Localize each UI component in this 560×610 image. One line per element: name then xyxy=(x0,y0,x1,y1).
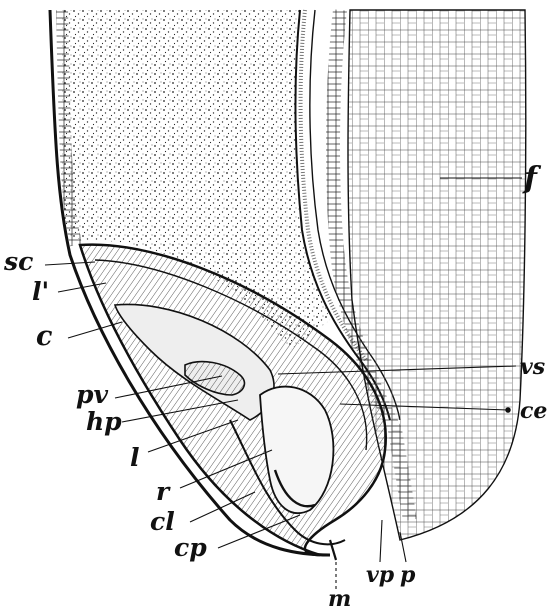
label-pv: pv xyxy=(76,380,109,409)
label-c: c xyxy=(36,321,53,352)
label-vp: vp xyxy=(366,562,395,588)
label-cp: cp xyxy=(174,533,207,562)
label-vs: vs xyxy=(520,354,546,380)
label-l-prime: l' xyxy=(32,277,50,306)
label-m: m xyxy=(328,586,352,610)
leader-ce-dot xyxy=(506,408,510,412)
label-p: p xyxy=(400,562,416,588)
label-r: r xyxy=(156,477,170,506)
label-sc: sc xyxy=(4,247,34,276)
label-f: f xyxy=(524,161,537,196)
leader-vp xyxy=(380,520,382,562)
label-hp: hp xyxy=(86,407,122,436)
label-cl: cl xyxy=(150,507,175,536)
label-l: l xyxy=(130,443,140,472)
label-ce: ce xyxy=(520,398,548,424)
